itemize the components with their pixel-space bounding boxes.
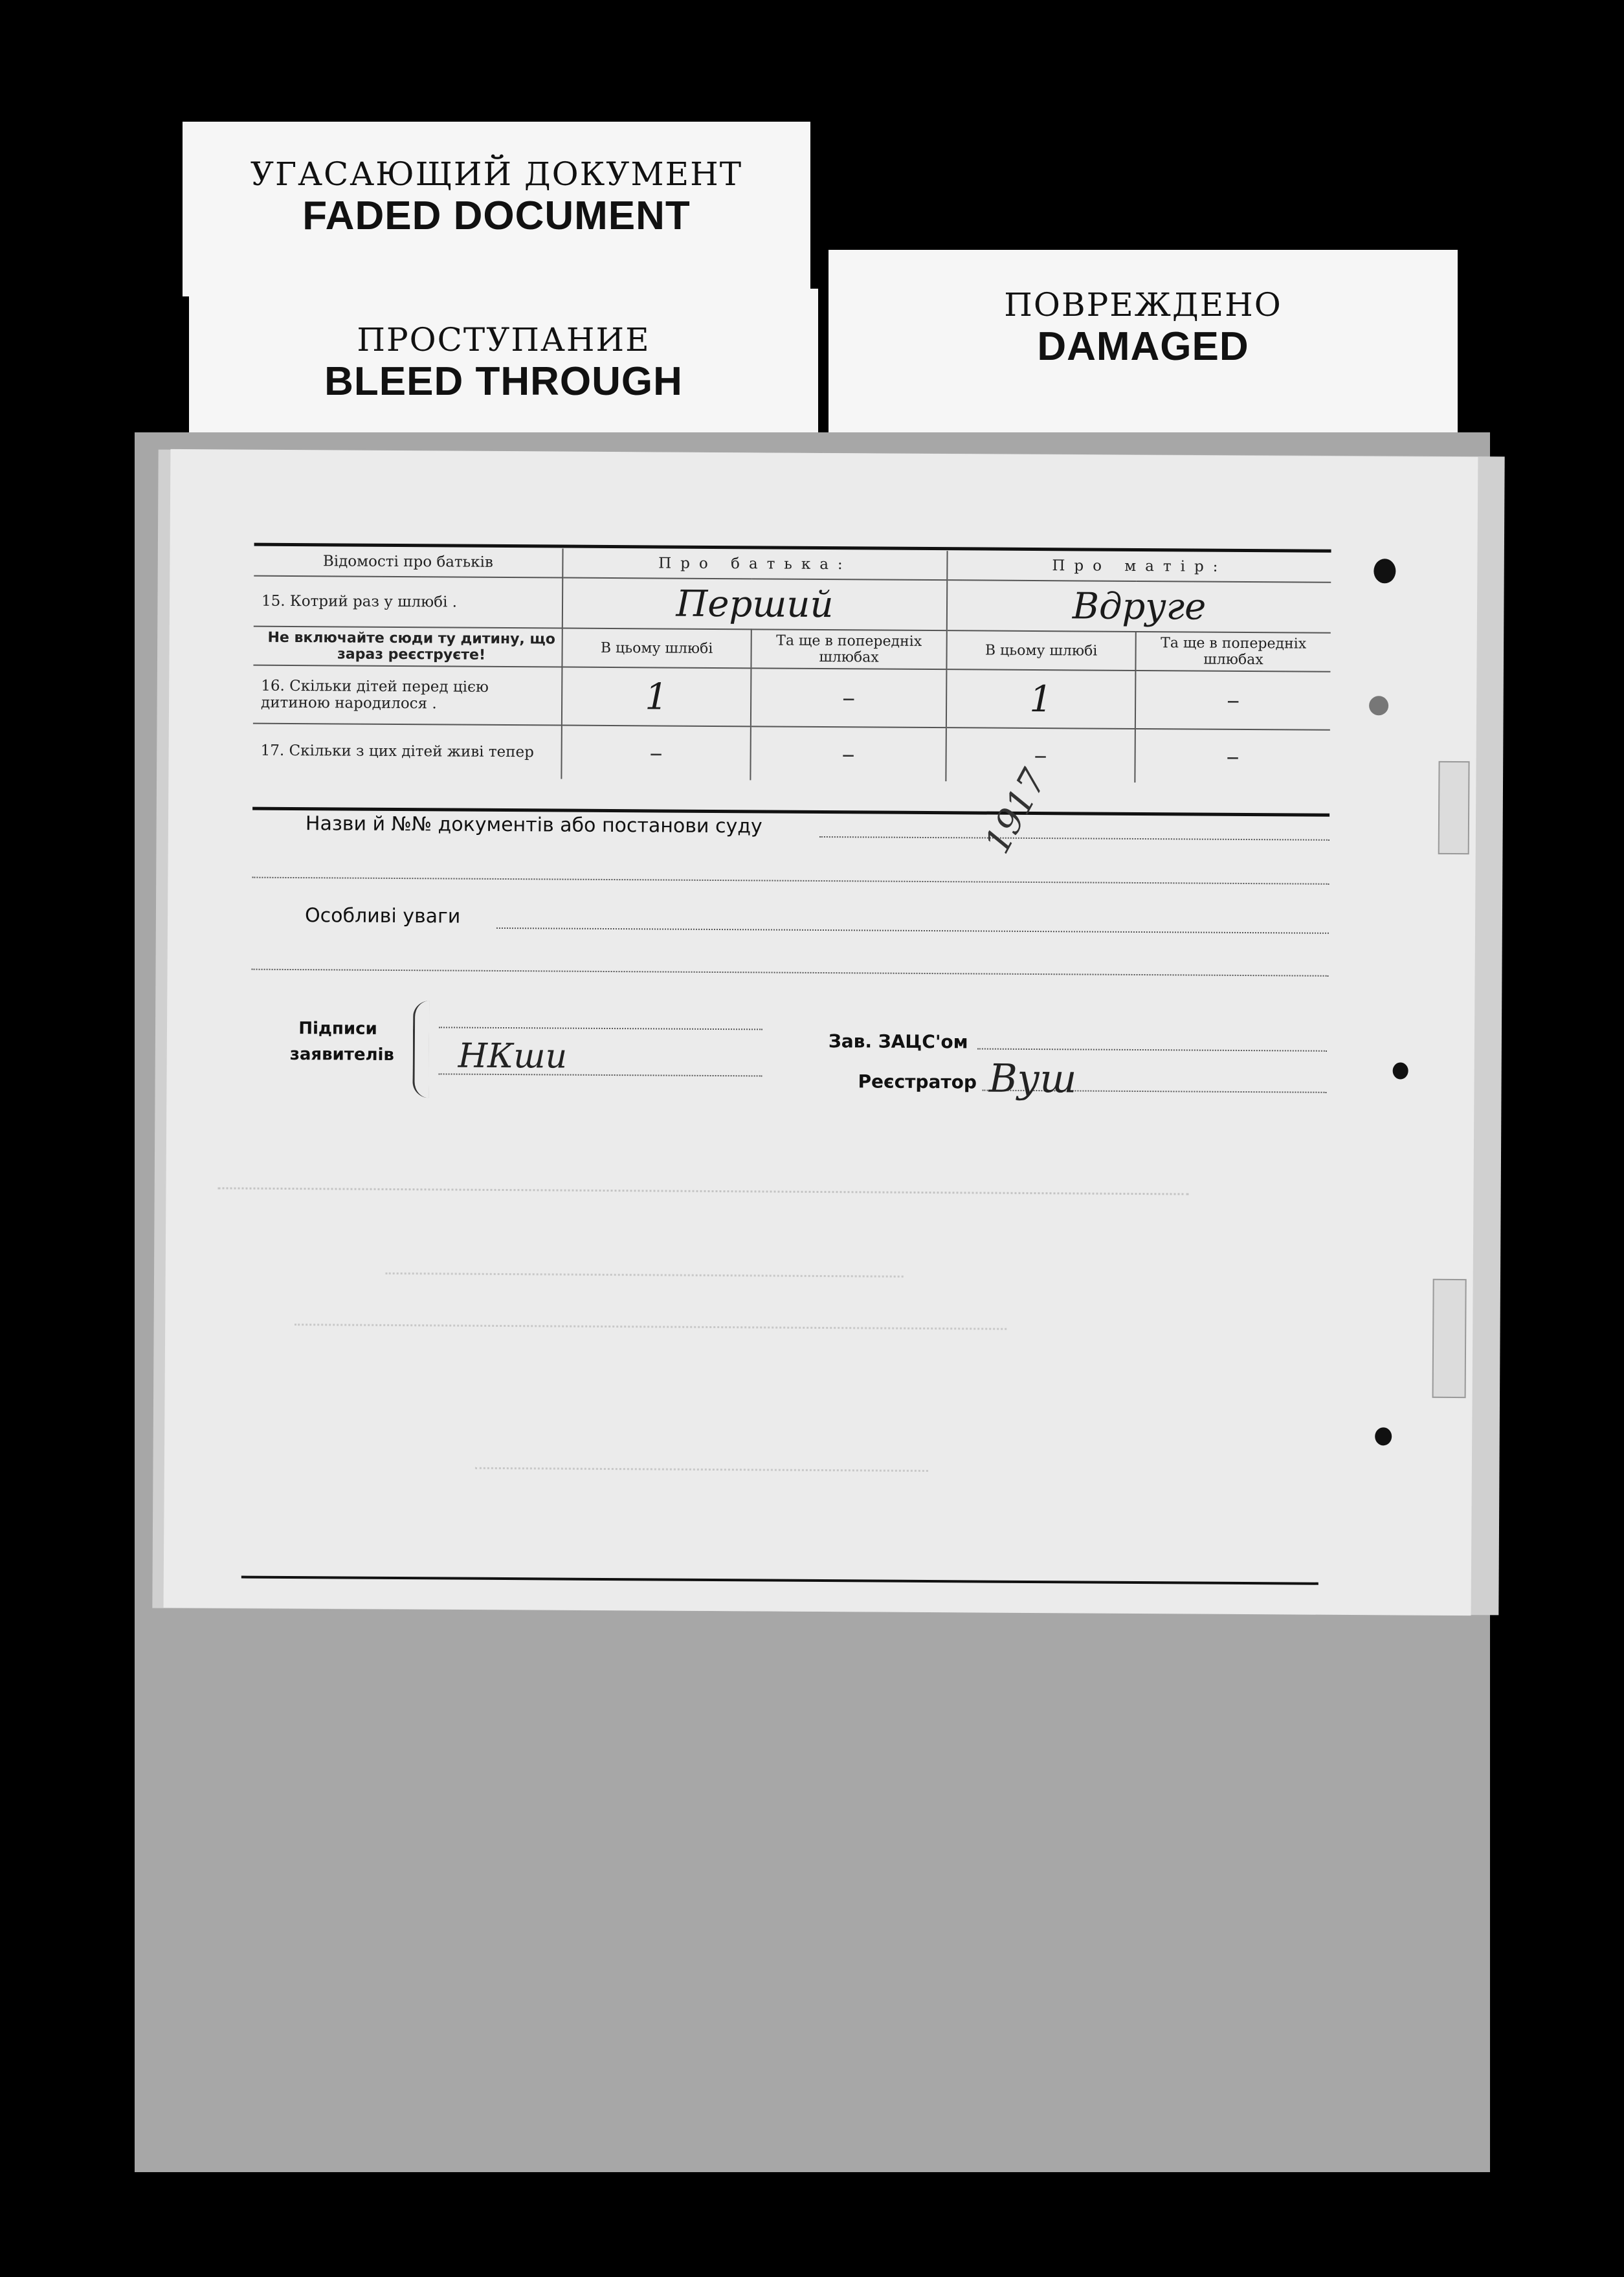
subheader-previous-father: Та ще в попередніх шлюбах bbox=[751, 629, 946, 669]
punch-hole-2 bbox=[1369, 696, 1388, 715]
punch-hole-4 bbox=[1375, 1427, 1392, 1445]
side-tab-1 bbox=[1438, 761, 1470, 854]
faded-label-ru: УГАСАЮЩИЙ ДОКУМЕНТ bbox=[250, 155, 743, 193]
row16-father-previous: – bbox=[751, 668, 947, 728]
remarks-line-1 bbox=[496, 927, 1329, 934]
remarks-line-2 bbox=[252, 969, 1329, 977]
bleed-through-card bbox=[189, 289, 818, 439]
parents-info-table bbox=[252, 547, 1331, 784]
applicant-signature: НКши bbox=[458, 1036, 568, 1076]
table-subheader-row bbox=[253, 627, 1330, 672]
row15-label: 15. Котрий раз у шлюбі . bbox=[254, 576, 562, 628]
registrar-signature: Вуш bbox=[988, 1056, 1077, 1102]
faded-label-en: FADED DOCUMENT bbox=[302, 194, 691, 238]
punch-hole-1 bbox=[1374, 559, 1396, 583]
bleed-through-scribble-3 bbox=[295, 1304, 1007, 1330]
bleed-through-scribble-2 bbox=[386, 1253, 904, 1278]
header-about-father: Про батька: bbox=[562, 549, 947, 581]
handwritten-stamp: 1917 bbox=[976, 762, 1055, 860]
bleed-label-en: BLEED THROUGH bbox=[324, 359, 683, 404]
row17-label: 17. Скільки з цих дітей живі тепер bbox=[260, 742, 534, 761]
faded-document-card bbox=[183, 122, 810, 296]
remarks-label: Особливі уваги bbox=[304, 904, 461, 928]
subheader-note: Не включайте сюди ту дитину, що зараз реєструєте! bbox=[253, 627, 562, 667]
documents-line-1 bbox=[819, 836, 1329, 841]
row16-mother-this: 1 bbox=[946, 669, 1136, 729]
table-row-17 bbox=[252, 724, 1329, 784]
damaged-card bbox=[829, 250, 1458, 441]
row17-mother-this: – bbox=[946, 728, 1135, 783]
bleed-through-scribble-4 bbox=[475, 1448, 928, 1472]
side-tab-2 bbox=[1432, 1279, 1467, 1398]
signature-line-1 bbox=[439, 1027, 762, 1030]
head-line bbox=[977, 1048, 1327, 1051]
header-info-about-parents: Відомості про батьків bbox=[254, 547, 562, 578]
row15-father-value: Перший bbox=[562, 578, 947, 631]
table-row-16 bbox=[253, 665, 1331, 730]
registrar-label: Реєстратор bbox=[858, 1071, 977, 1093]
row16-father-this: 1 bbox=[562, 667, 751, 727]
punch-hole-3 bbox=[1393, 1062, 1408, 1079]
header-about-mother: Про матір: bbox=[947, 551, 1331, 583]
subheader-previous-mother: Та ще в попередніх шлюбах bbox=[1135, 632, 1330, 672]
damaged-label-ru: ПОВРЕЖДЕНО bbox=[1004, 286, 1282, 324]
signatures-label: Підписи заявителів bbox=[289, 1019, 395, 1065]
row16-label: 16. Скільки дітей перед цією дитиною народилося . bbox=[253, 665, 562, 726]
row16-mother-previous: – bbox=[1135, 671, 1331, 730]
row15-mother-value: Вдруге bbox=[947, 580, 1331, 633]
row17-mother-previous: – bbox=[1135, 729, 1330, 784]
table-row-15 bbox=[254, 576, 1331, 633]
documents-label: Назви й №№ документів або постанови суду bbox=[305, 812, 762, 838]
damaged-label-en: DAMAGED bbox=[1037, 324, 1249, 369]
bleed-through-scribble-1 bbox=[218, 1161, 1189, 1195]
record-form-sheet bbox=[164, 449, 1478, 1616]
subheader-this-marriage-father: В цьому шлюбі bbox=[562, 628, 751, 669]
head-of-registry-label: Зав. ЗАЦС'ом bbox=[828, 1030, 968, 1053]
form-bottom-rule bbox=[241, 1576, 1318, 1585]
row17-father-this: – bbox=[561, 726, 751, 781]
documents-line-2 bbox=[252, 877, 1329, 885]
bleed-label-ru: ПРОСТУПАНИЕ bbox=[357, 321, 651, 359]
subheader-this-marriage-mother: В цьому шлюбі bbox=[946, 630, 1135, 671]
row17-father-previous: – bbox=[750, 726, 946, 781]
signatures-brace bbox=[412, 1001, 429, 1098]
